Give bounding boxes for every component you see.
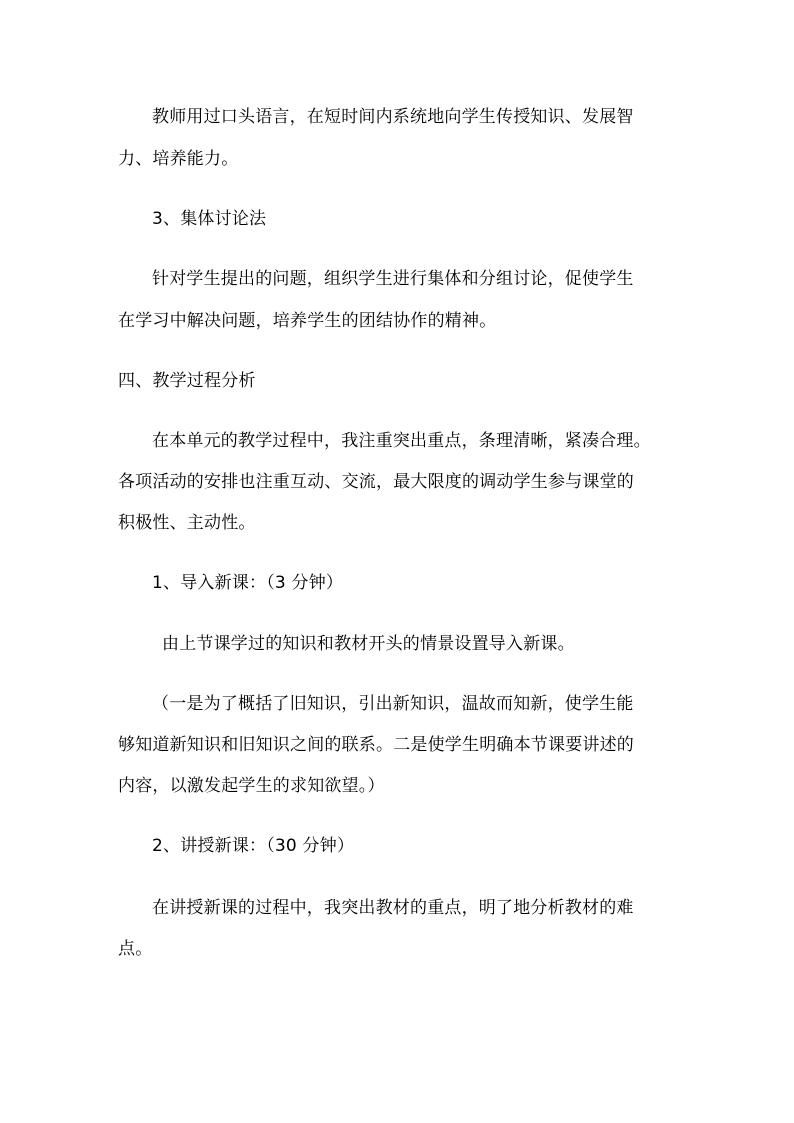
section-heading: 1、导入新课：（3 分钟）: [152, 573, 344, 593]
paragraph-line: 教师用过口头语言，在短时间内系统地向学生传授知识、发展智: [152, 107, 634, 127]
paragraph-line: 力、培养能力。: [118, 149, 239, 169]
paragraph-line: 在学习中解决问题，培养学生的团结协作的精神。: [118, 311, 497, 331]
paragraph-line: 够知道新知识和旧知识之间的联系。二是使学生明确本节课要讲述的: [118, 735, 634, 755]
paragraph-line: （一是为了概括了旧知识，引出新知识，温故而知新，使学生能: [152, 694, 634, 714]
paragraph-line: 由上节课学过的知识和教材开头的情景设置导入新课。: [162, 634, 575, 654]
section-heading: 2、讲授新课：（30 分钟）: [152, 836, 355, 856]
paragraph-line: 内容，以激发起学生的求知欲望。）: [118, 776, 385, 796]
section-heading: 3、集体讨论法: [152, 209, 267, 229]
paragraph-line: 积极性、主动性。: [118, 513, 256, 533]
paragraph-line: 点。: [118, 939, 153, 959]
paragraph-line: 针对学生提出的问题，组织学生进行集体和分组讨论，促使学生: [152, 269, 634, 289]
paragraph-line: 在讲授新课的过程中，我突出教材的重点，明了地分析教材的难: [152, 898, 634, 918]
paragraph-line: 在本单元的教学过程中，我注重突出重点，条理清晰，紧凑合理。: [152, 431, 651, 451]
paragraph-line: 各项活动的安排也注重互动、交流，最大限度的调动学生参与课堂的: [118, 472, 634, 492]
section-heading: 四、教学过程分析: [118, 371, 256, 391]
